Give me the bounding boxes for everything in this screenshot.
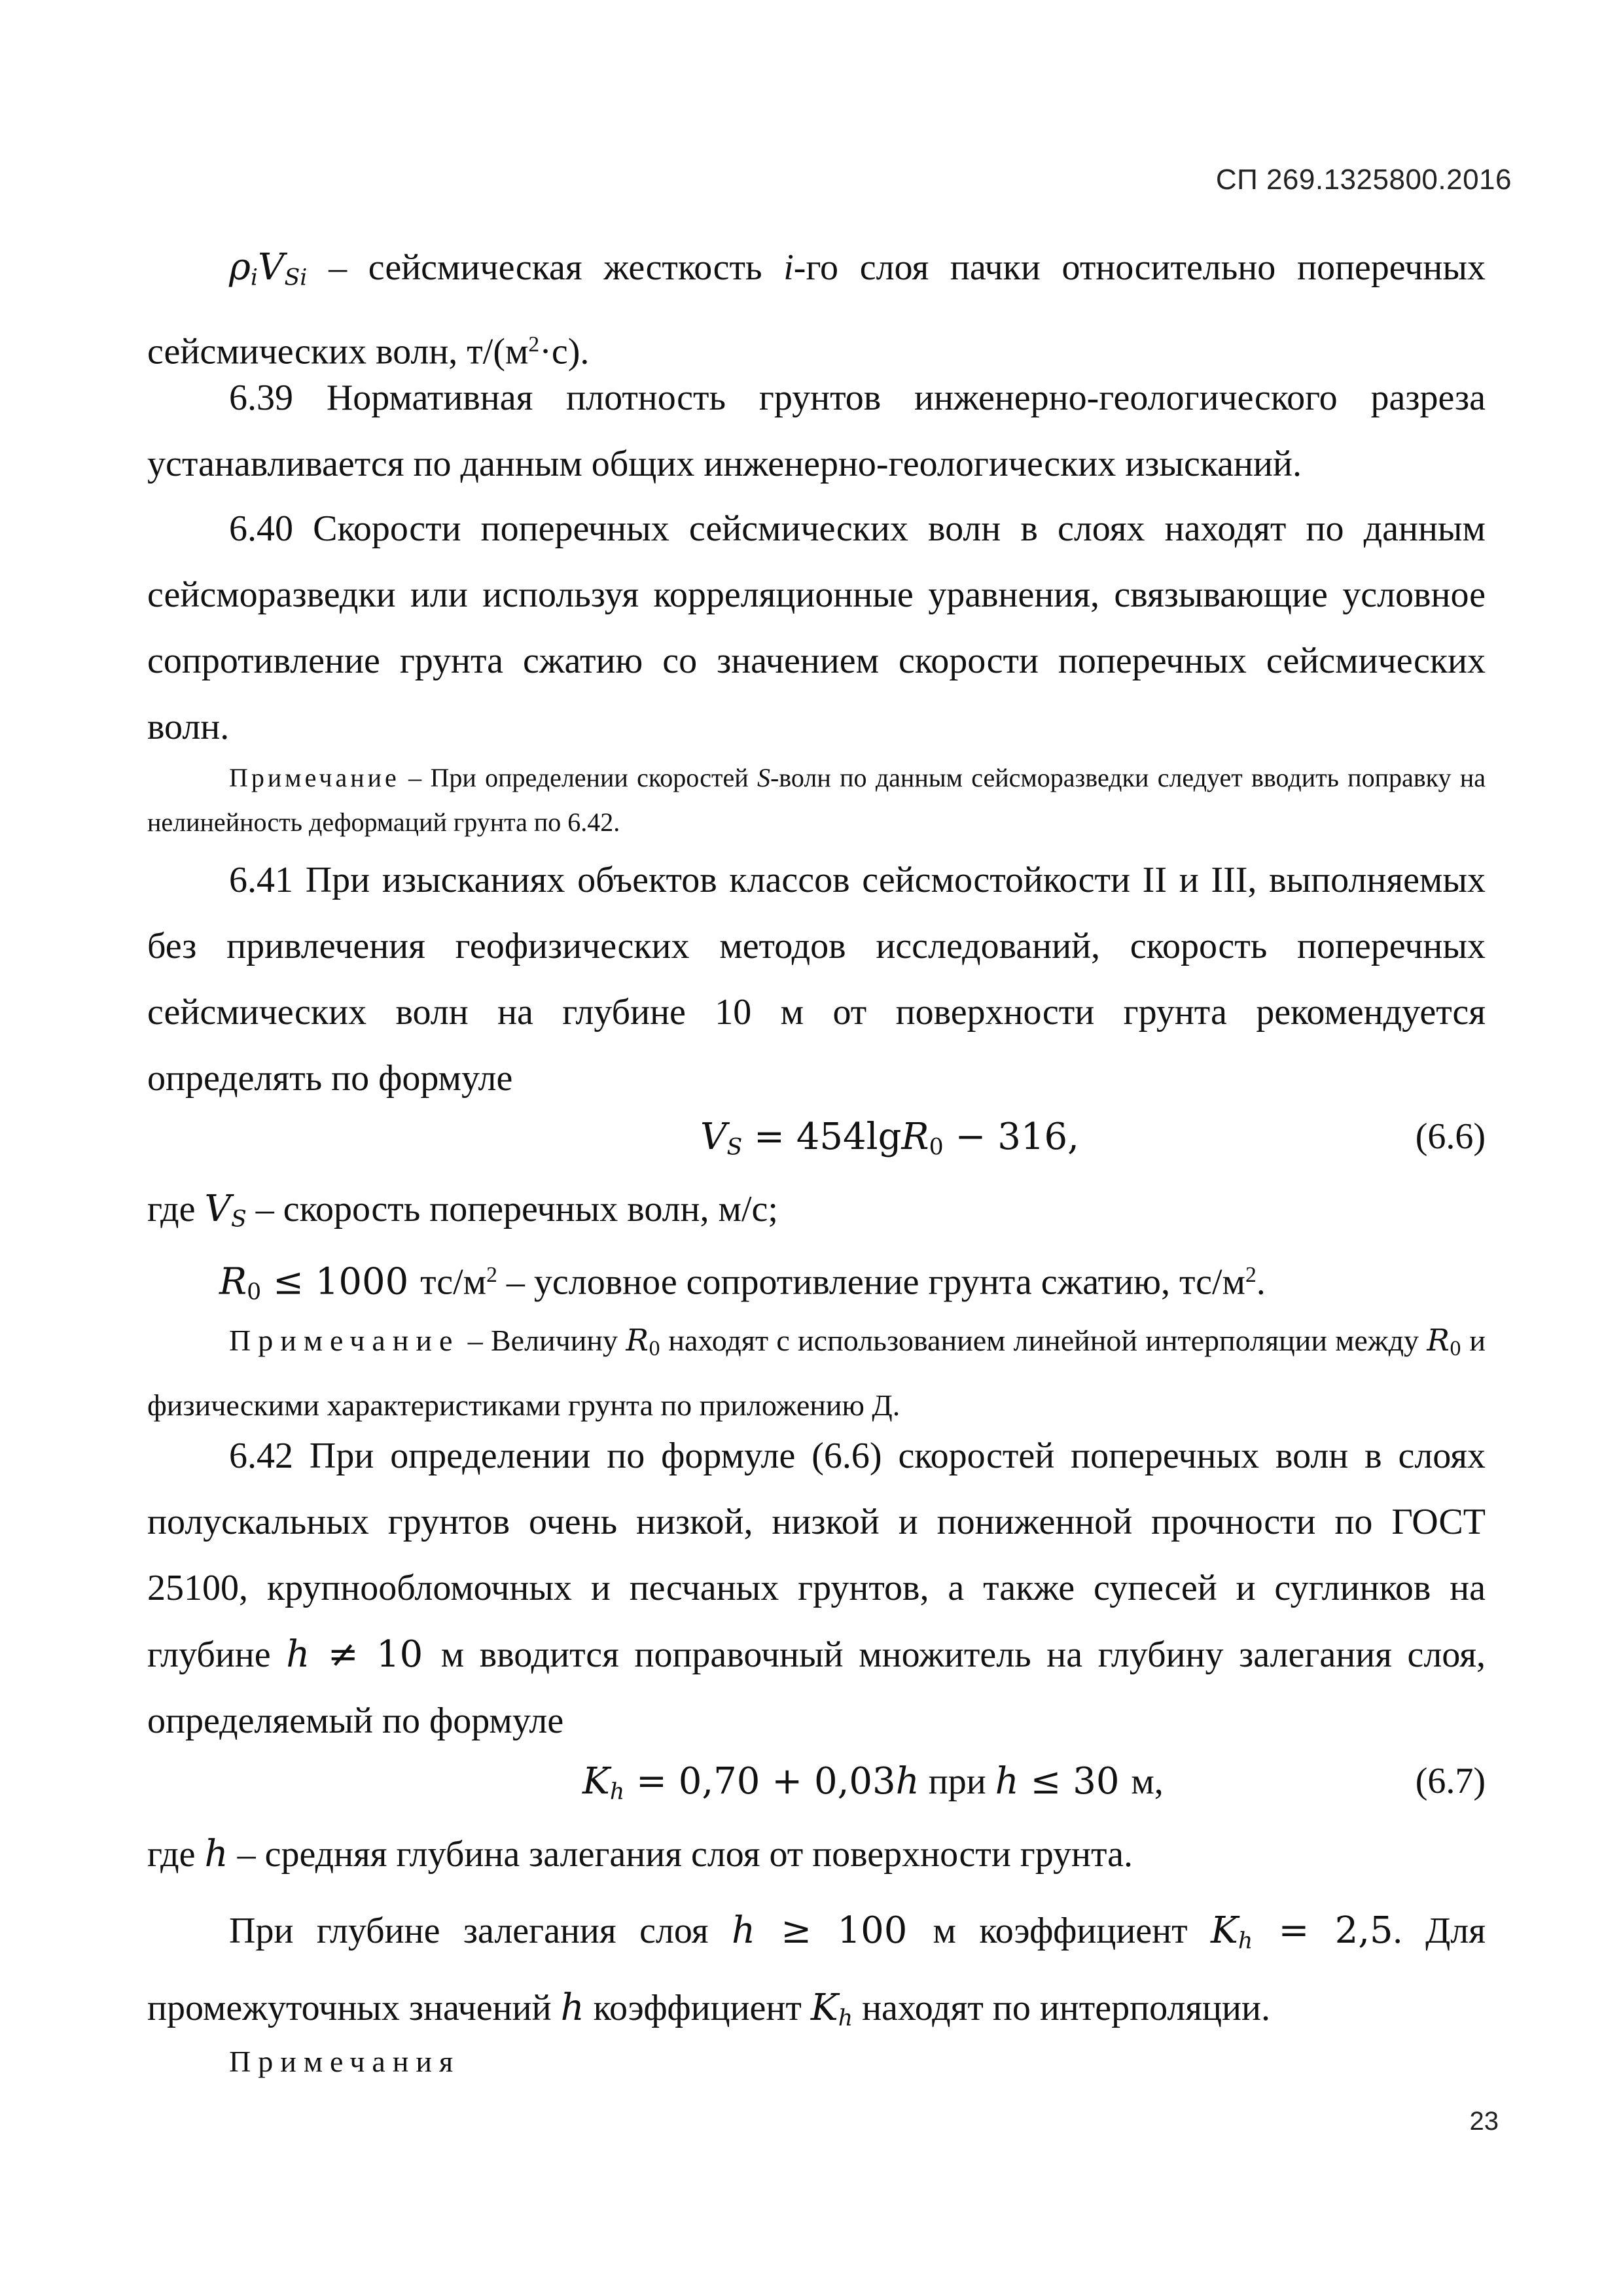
f66-eq: = 454lg (742, 1116, 902, 1158)
note-r0-r1-sub: 0 (648, 1338, 661, 1360)
r0-unit-sup: 2 (486, 1263, 497, 1287)
r0-sub: 0 (247, 1279, 262, 1306)
r0-unit: тс/м (420, 1262, 487, 1303)
formula-6-6 (147, 1116, 1486, 1168)
notes-heading-text (147, 2034, 1486, 2090)
depth-text-3: . Для промежуточных значений (147, 1911, 1486, 2028)
f66-r: R (901, 1116, 929, 1158)
depth-text-2: м коэффициент (933, 1911, 1211, 1951)
where-v: V (204, 1188, 231, 1230)
f67-le: ≤ 30 (1018, 1760, 1132, 1803)
clause-6-42-text-1: 6.42 При определении по формуле (6.6) скоростей поперечных волн в слоях полускальных грунтов очень низкой, низкой и пониженной прочности по ГОСТ 25100, крупнообломочных и песчаных грунтов, а также супесей и суглинков на глубине (147, 1436, 1486, 1675)
definition-sup: 2 (528, 332, 540, 357)
note-s-italic: S (757, 763, 770, 792)
f66-tail: − 316, (943, 1116, 1079, 1158)
f66-v: V (700, 1116, 727, 1158)
r0-r: R (219, 1260, 247, 1303)
definition-i: i (783, 247, 794, 288)
clause-6-41 (147, 847, 1486, 1112)
page-number: 23 (1469, 2107, 1499, 2136)
symbol-v-sub: Si (284, 264, 308, 291)
where-h-symbol: h (204, 1833, 228, 1875)
r0-desc-sup: 2 (1245, 1263, 1257, 1287)
note-r0-text (147, 1312, 1486, 1434)
note-text-1: – При определении скоростей (399, 763, 757, 792)
note-text-2: -волн по данным сейсморазведки следует вводить поправку на нелинейность деформаций грунта по 6.42. (147, 763, 1486, 837)
formula-6-7-expression (582, 1760, 1164, 1805)
f67-unit: м, (1131, 1761, 1164, 1802)
paragraph-depth-text (147, 1898, 1486, 2051)
where-h (147, 1821, 1486, 1888)
depth-ge: ≥ 100 (755, 1909, 933, 1952)
clause-6-42-text-2: м вводится поправочный множитель на глубину залегания слоя, определяемый по формуле (147, 1634, 1486, 1741)
f66-v-sub: S (726, 1134, 743, 1161)
note-r0-label: Примечание (229, 1324, 460, 1357)
formula-6-6-expression (700, 1116, 1079, 1161)
paragraph-depth (147, 1898, 1486, 2051)
depth-text-1: При глубине залегания слоя (229, 1911, 732, 1951)
symbol-v: V (258, 246, 285, 289)
note-r0-text-2: находят с использованием линейной интерполяции между (660, 1324, 1427, 1357)
where-h-text (147, 1821, 1486, 1888)
clause-6-42-text (147, 1423, 1486, 1754)
depth-k2-sub: h (838, 2005, 853, 2032)
where-h-desc: – средняя глубина залегания слоя от поверхности грунта. (228, 1834, 1133, 1875)
note-r0-text-3: и физическими характеристиками грунта по приложению Д. (147, 1324, 1486, 1422)
depth-h2: h (560, 1986, 584, 2029)
note-r0-r2-sub: 0 (1449, 1338, 1462, 1360)
depth-k: K (1211, 1909, 1238, 1952)
f67-eq: = 0,70 + 0,03 (624, 1760, 896, 1803)
depth-val: = 2,5 (1253, 1909, 1393, 1952)
clause-6-40-text: 6.40 Скорости поперечных сейсмических волн в слоях находят по данным сейсморазведки или используя корреляционные уравнения, связывающие условное сопротивление грунта сжатию со значением скорости поперечных сейсмических волн. (147, 508, 1486, 747)
f67-k: K (582, 1760, 610, 1803)
depth-text-4: коэффициент (584, 1987, 811, 2028)
where-h-prefix: где (147, 1834, 205, 1875)
clause-6-42 (147, 1423, 1486, 1754)
clause-6-42-neq: ≠ 10 (310, 1633, 441, 1676)
formula-6-7-number: (6.7) (1415, 1761, 1486, 1801)
depth-k2: K (810, 1986, 838, 2029)
clause-6-41-text: 6.41 При изысканиях объектов классов сейсмостойкости II и III, выполняемых без привлечения геофизических методов исследований, скорость поперечных сейсмических волн на глубине 10 м от поверхности грунта рекомендуется определять по формуле (147, 860, 1486, 1099)
where-vs-desc: – скорость поперечных волн, м/с; (246, 1189, 778, 1229)
note-r0-r1: R (626, 1322, 649, 1358)
f67-k-sub: h (609, 1778, 625, 1805)
depth-h: h (732, 1909, 756, 1952)
note-s-waves-text (147, 756, 1486, 845)
clause-6-42-h: h (286, 1633, 310, 1676)
document-code: СП 269.1325800.2016 (1215, 164, 1512, 196)
clause-6-39 (147, 365, 1486, 497)
clause-6-39-text: 6.39 Нормативная плотность грунтов инженерно-геологического разреза устанавливается по данным общих инженерно-геологических изысканий. (147, 378, 1486, 484)
symbol-rho-sub: i (250, 264, 259, 291)
note-r0-r2: R (1427, 1322, 1450, 1358)
r0-desc: – условное сопротивление грунта сжатию, тс/м (497, 1262, 1245, 1303)
f67-pri: при (919, 1761, 995, 1802)
formula-6-7 (147, 1760, 1486, 1812)
note-label: Примечание (229, 763, 400, 792)
r0-le: ≤ 1000 (261, 1260, 421, 1303)
depth-text-5: находят по интерполяции. (853, 1987, 1270, 2028)
where-v-sub: S (230, 1206, 247, 1233)
note-r0-text-1: – Величину (459, 1324, 626, 1357)
formula-6-6-number: (6.6) (1415, 1116, 1486, 1157)
definition-text-1: – сейсмическая жесткость (307, 247, 784, 288)
definition-text-2: -го слоя пачки относительно поперечных сейсмических волн, т/(м (147, 247, 1486, 372)
note-r0 (147, 1312, 1486, 1434)
f66-r-sub: 0 (929, 1134, 944, 1161)
notes-heading-label: Примечания (229, 2045, 461, 2078)
clause-6-40 (147, 496, 1486, 760)
r0-end: . (1256, 1262, 1266, 1303)
symbol-rho: ρ (229, 246, 251, 289)
definition-seismic-stiffness (147, 234, 1486, 385)
f67-h: h (895, 1760, 919, 1803)
f67-h2: h (995, 1760, 1019, 1803)
where-prefix: где (147, 1189, 205, 1229)
definition-paragraph (147, 234, 1486, 385)
notes-heading (147, 2034, 1486, 2090)
depth-k-sub: h (1238, 1928, 1253, 1954)
definition-text-3: ·с). (539, 331, 590, 372)
note-s-waves (147, 756, 1486, 845)
